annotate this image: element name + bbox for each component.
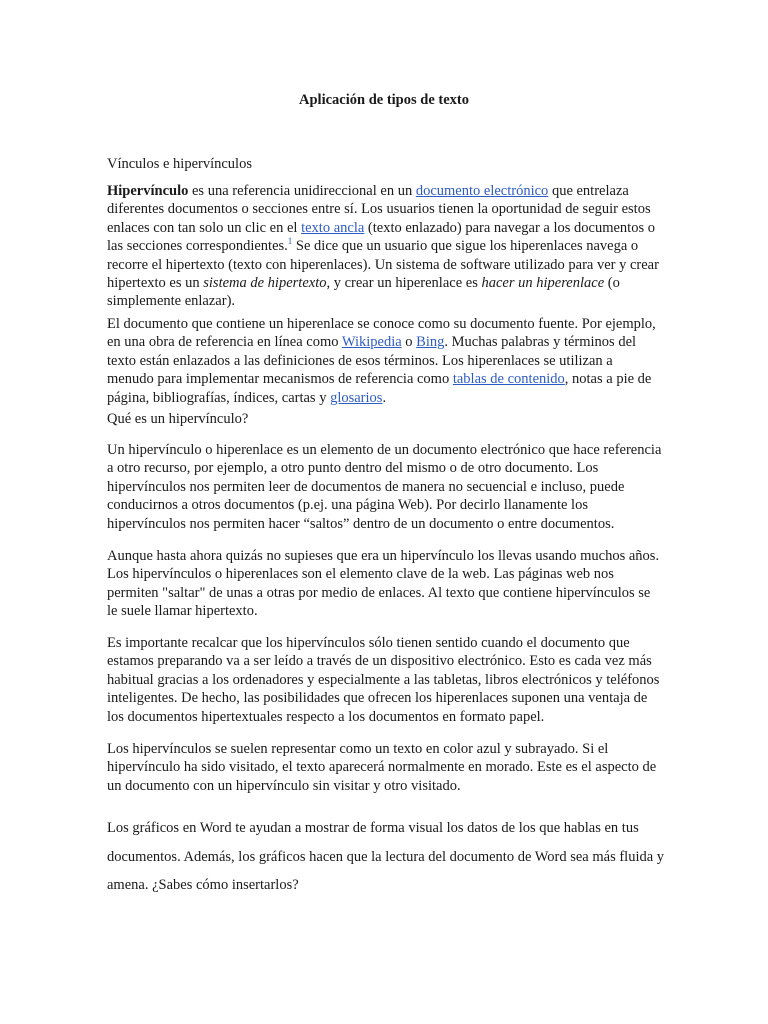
paragraph-text: que entrelaza diferentes documentos o secciones entre sí. Los usuarios tienen la oportunidad de seguir estos enlaces con tan solo un clic en el [107, 183, 651, 236]
paragraph-text: (texto enlazado) para navegar a los documentos o las secciones correspondientes. [107, 219, 655, 255]
paragraph-es-importante: Es importante recalcar que los hipervínculos sólo tienen sentido cuando el documento que estamos preparando va a ser leído a través de un dispositivo electrónico. Esto es cada vez más habitual gracias a los ordenadores y especialmente a las tabletas, libros electrónicos y teléfonos inteligentes. De hecho, las posibilidades que ofrecen los hiperenlaces suponen una ventaja de los documentos hipertextuales respecto a los documentos en formato papel. [107, 635, 660, 725]
paragraph-graficos-en-word: Los gráficos en Word te ayudan a mostrar de forma visual los datos de los que hablas en tus documentos. Además, los gráficos hacen que la lectura del documento de Word sea más fluida y amena. ¿Sabes cómo insertarlos? [107, 820, 665, 894]
paragraph-un-hipervinculo: Un hipervínculo o hiperenlace es un elemento de un documento electrónico que hace referencia a otro recurso, por ejemplo, a otro punto dentro del mismo o de otro documento. Los hipervínculos nos permiten leer de documentos de manera no secuencial e incluso, puede conducirnos a otros documentos (p.ej. una página Web). Por decirlo llanamente los hipervínculos nos permiten hacer “saltos” dentro de un documento o entre documentos. [107, 442, 662, 532]
link-tablas-de-contenido[interactable]: tablas de contenido [452, 371, 565, 388]
paragraph-text: (o simplemente enlazar). [107, 275, 620, 310]
paragraph-hipervinculo-definition [107, 182, 662, 311]
paragraph-documento-fuente [107, 315, 662, 407]
term-hipervinculo: Hipervínculo [107, 183, 189, 199]
paragraph-los-hipervinculos-color: Los hipervínculos se suelen representar como un texto en color azul y subrayado. Si el hipervínculo ha sido visitado, el texto aparecerá normalmente en morado. Este es el aspecto de un documento con un hipervínculo sin visitar y otro visitado. [107, 741, 657, 794]
paragraph-text: es una referencia unidireccional en un [188, 183, 416, 199]
paragraph-text: , notas a pie de página, bibliografías, índices, cartas y [107, 371, 652, 406]
paragraph-aunque-hasta-ahora: Aunque hasta ahora quizás no supieses que era un hipervínculo los llevas usando muchos años. Los hipervínculos o hiperenlaces son el elemento clave de la web. Las páginas web nos permiten "saltar" de unas a otras por medio de enlaces. Al texto que contiene hipervínculos se le suele llamar hipertexto. [107, 548, 660, 620]
link-wikipedia[interactable]: Wikipedia [341, 334, 402, 351]
italic-hacer-un-hiperenlace: hacer un hiperenlace [481, 275, 605, 292]
link-bing[interactable]: Bing [416, 334, 445, 351]
paragraph-text: . [382, 389, 387, 406]
link-texto-ancla[interactable]: texto ancla [301, 219, 365, 236]
paragraph-text: El documento que contiene un hiperenlace se conoce como su documento fuente. Por ejemplo, en una obra de referencia en línea como [107, 316, 656, 351]
paragraph-text: , y crear un hiperenlace es [326, 275, 482, 292]
link-documento-electronico[interactable]: documento electrónico [415, 183, 549, 199]
paragraph-text: . Muchas palabras y términos del texto están enlazados a las definiciones de esos términos. Los hiperenlaces se utilizan a menudo para implementar mecanismos de referencia como [107, 334, 637, 388]
paragraph-text: Se dice que un usuario que sigue los hiperenlaces navega o recorre el hipertexto (texto con hiperenlaces). Un sistema de software utilizado para ver y crear hipertexto es un [107, 238, 659, 292]
paragraph-text: o [401, 334, 417, 351]
section-heading-que-es: Qué es un hipervínculo? [107, 411, 249, 427]
document-title: Aplicación de tipos de texto [299, 92, 469, 108]
link-glosarios[interactable]: glosarios [330, 389, 383, 406]
section-heading-vinculos: Vínculos e hipervínculos [107, 156, 252, 172]
italic-sistema-de-hipertexto: sistema de hipertexto [203, 275, 327, 292]
footnote-reference[interactable]: 1 [287, 236, 293, 247]
